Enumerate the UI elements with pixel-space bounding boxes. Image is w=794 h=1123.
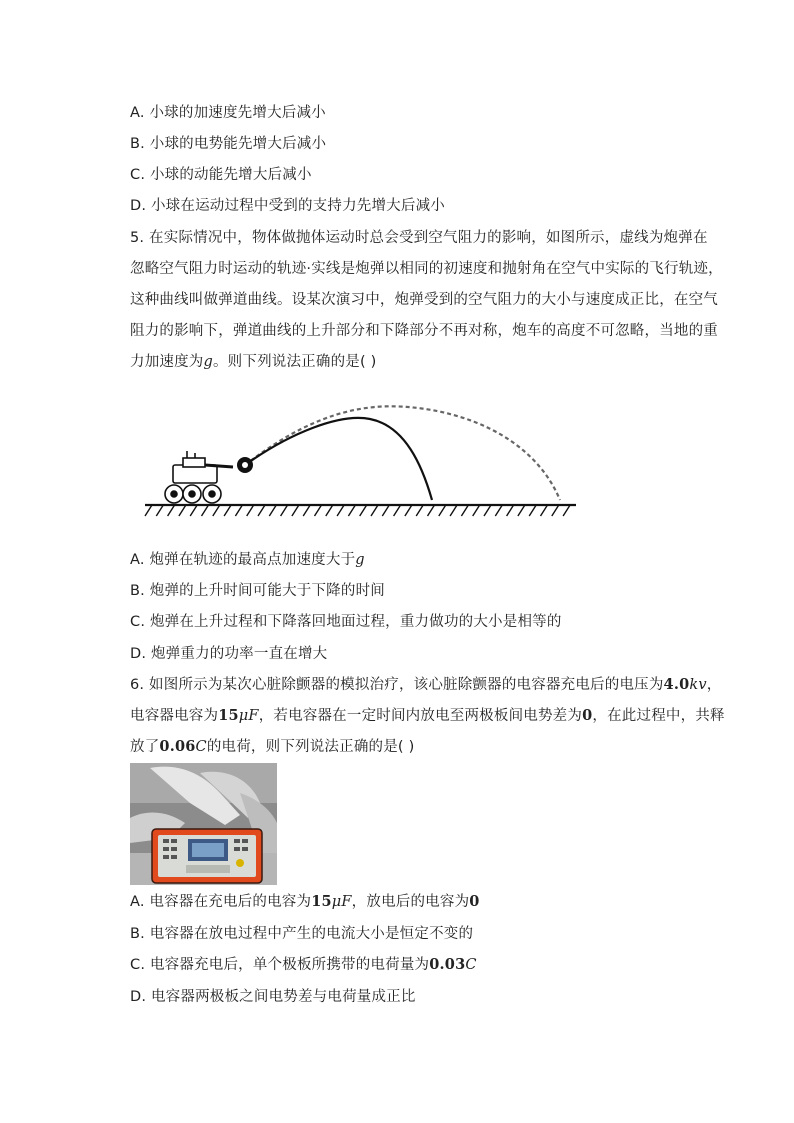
charge-unit: C bbox=[465, 957, 477, 973]
voltage-value: 4.0 bbox=[663, 676, 690, 693]
q6-stem-text: ，若电容器在一定时间内放电至两极板间电势差为 bbox=[258, 708, 583, 724]
q6-stem-line-1 bbox=[130, 675, 721, 695]
q6-option-a bbox=[130, 892, 480, 912]
ground-hatching bbox=[145, 505, 570, 516]
q4-option-c: C. 小球的动能先增大后减小 bbox=[130, 167, 312, 183]
q4-option-d: D. 小球在运动过程中受到的支持力先增大后减小 bbox=[130, 198, 445, 214]
q5-stem-prefix: 力加速度为 bbox=[130, 354, 204, 370]
trajectory-figure bbox=[140, 395, 580, 520]
charge-unit: C bbox=[195, 739, 207, 755]
q5-stem-suffix: 。则下列说法正确的是( ) bbox=[212, 354, 377, 370]
defibrillator-photo bbox=[130, 763, 277, 885]
q6-option-b: B. 电容器在放电过程中产生的电流大小是恒定不变的 bbox=[130, 926, 474, 942]
capacitance-unit: μF bbox=[238, 708, 259, 724]
q6-stem-text: 6. 如图所示为某次心脏除颤器的模拟治疗，该心脏除颤器的电容器充电后的电压为 bbox=[130, 677, 664, 693]
q4-option-a: A. 小球的加速度先增大后减小 bbox=[130, 105, 326, 121]
q6-stem-text: 的电荷，则下列说法正确的是( ) bbox=[206, 739, 415, 755]
capacitance-unit: μF bbox=[331, 894, 352, 910]
q6-stem-text: ，在此过程中，共释 bbox=[592, 708, 725, 724]
charge-value: 0.03 bbox=[429, 956, 466, 973]
q6-stem-line-2 bbox=[130, 706, 725, 726]
q6-stem-line-3 bbox=[130, 737, 414, 757]
q5-option-b: B. 炮弹的上升时间可能大于下降的时间 bbox=[130, 583, 385, 599]
q4-option-b: B. 小球的电势能先增大后减小 bbox=[130, 136, 327, 152]
q5-stem-line-5 bbox=[130, 352, 377, 372]
q6-option-a-text: ，放电后的电容为 bbox=[351, 894, 470, 910]
zero-value: 0 bbox=[582, 707, 593, 724]
q5-stem-line-3: 这种曲线叫做弹道曲线。设某次演习中，炮弹受到的空气阻力的大小与速度成正比，在空气 bbox=[130, 292, 718, 308]
q5-option-c: C. 炮弹在上升过程和下降落回地面过程，重力做功的大小是相等的 bbox=[130, 614, 562, 630]
cannon-cart-icon bbox=[165, 451, 233, 503]
q6-stem-text: ， bbox=[706, 677, 722, 693]
q6-option-a-text: A. 电容器在充电后的电容为 bbox=[130, 894, 312, 910]
q5-option-a bbox=[130, 550, 365, 570]
q6-option-c bbox=[130, 955, 477, 975]
q6-option-d: D. 电容器两极板之间电势差与电荷量成正比 bbox=[130, 989, 416, 1005]
gravity-symbol: g bbox=[355, 552, 365, 568]
q6-option-c-text: C. 电容器充电后，单个极板所携带的电荷量为 bbox=[130, 957, 430, 973]
voltage-unit: kv bbox=[689, 677, 707, 693]
q5-stem-line-4: 阻力的影响下，弹道曲线的上升部分和下降部分不再对称，炮车的高度不可忽略，当地的重 bbox=[130, 323, 718, 339]
q5-stem-line-2: 忽略空气阻力时运动的轨迹·实线是炮弹以相同的初速度和抛射角在空气中实际的飞行轨迹， bbox=[130, 261, 723, 277]
q5-stem-line-1: 5. 在实际情况中，物体做抛体运动时总会受到空气阻力的影响，如图所示，虚线为炮弹在 bbox=[130, 230, 708, 246]
charge-value: 0.06 bbox=[159, 738, 196, 755]
gravity-symbol: g bbox=[203, 354, 213, 370]
q5-option-a-text: A. 炮弹在轨迹的最高点加速度大于 bbox=[130, 552, 356, 568]
capacitance-value: 15 bbox=[311, 893, 332, 910]
capacitance-value: 15 bbox=[218, 707, 239, 724]
real-trajectory-solid bbox=[245, 418, 432, 500]
q6-stem-text: 电容器电容为 bbox=[130, 708, 219, 724]
zero-value: 0 bbox=[469, 893, 480, 910]
q5-option-d: D. 炮弹重力的功率一直在增大 bbox=[130, 646, 328, 662]
ideal-trajectory-dashed bbox=[245, 406, 560, 500]
q6-stem-text: 放了 bbox=[130, 739, 160, 755]
